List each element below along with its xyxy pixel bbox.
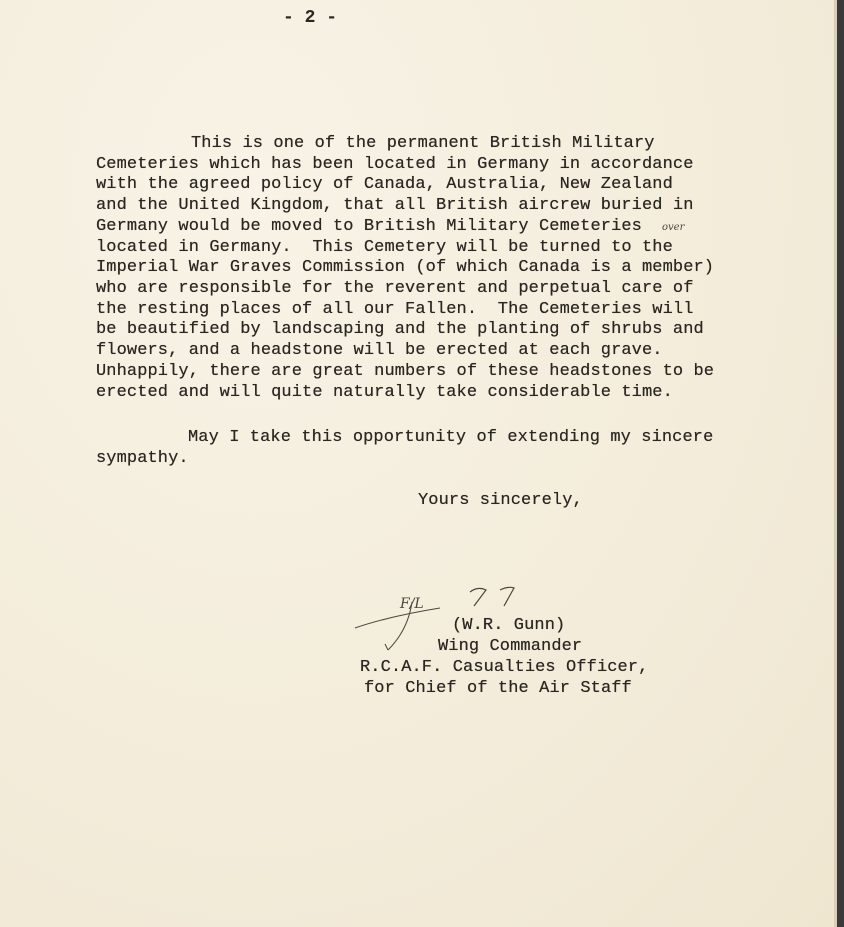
text-line: erected and will quite naturally take considerable time. — [96, 383, 673, 402]
text-line: located in Germany. This Cemetery will be turned to the — [96, 238, 673, 257]
text-line: sympathy. — [96, 449, 189, 468]
text-line: flowers, and a headstone will be erected at each grave. — [96, 341, 663, 360]
text-line: with the agreed policy of Canada, Australia, New Zealand — [96, 175, 673, 194]
signatory-name: (W.R. Gunn) — [452, 616, 566, 635]
text-line: be beautified by landscaping and the planting of shrubs and — [96, 320, 704, 339]
text-line: the resting places of all our Fallen. The Cemeteries will — [96, 300, 694, 319]
handwritten-insertion: over — [662, 222, 685, 233]
signature-initials: F/L — [400, 596, 424, 612]
text-line: who are responsible for the reverent and perpetual care of — [96, 279, 694, 298]
text-line: Cemeteries which has been located in Germany in accordance — [96, 155, 694, 174]
text-line: May I take this opportunity of extending my sincere — [188, 428, 714, 447]
text-line: Germany would be moved to British Military Cemeteries — [96, 217, 642, 236]
text-line: This is one of the permanent British Military — [191, 134, 655, 153]
text-line: and the United Kingdom, that all British aircrew buried in — [96, 196, 694, 215]
signatory-rank: Wing Commander — [438, 637, 583, 656]
text-line: Imperial War Graves Commission (of which Canada is a member) — [96, 258, 715, 277]
signatory-title: R.C.A.F. Casualties Officer, — [360, 658, 649, 677]
page-number: - 2 - — [283, 8, 338, 28]
scan-edge — [837, 0, 844, 927]
closing: Yours sincerely, — [418, 491, 583, 510]
signatory-for: for Chief of the Air Staff — [364, 679, 632, 698]
text-line: Unhappily, there are great numbers of these headstones to be — [96, 362, 715, 381]
